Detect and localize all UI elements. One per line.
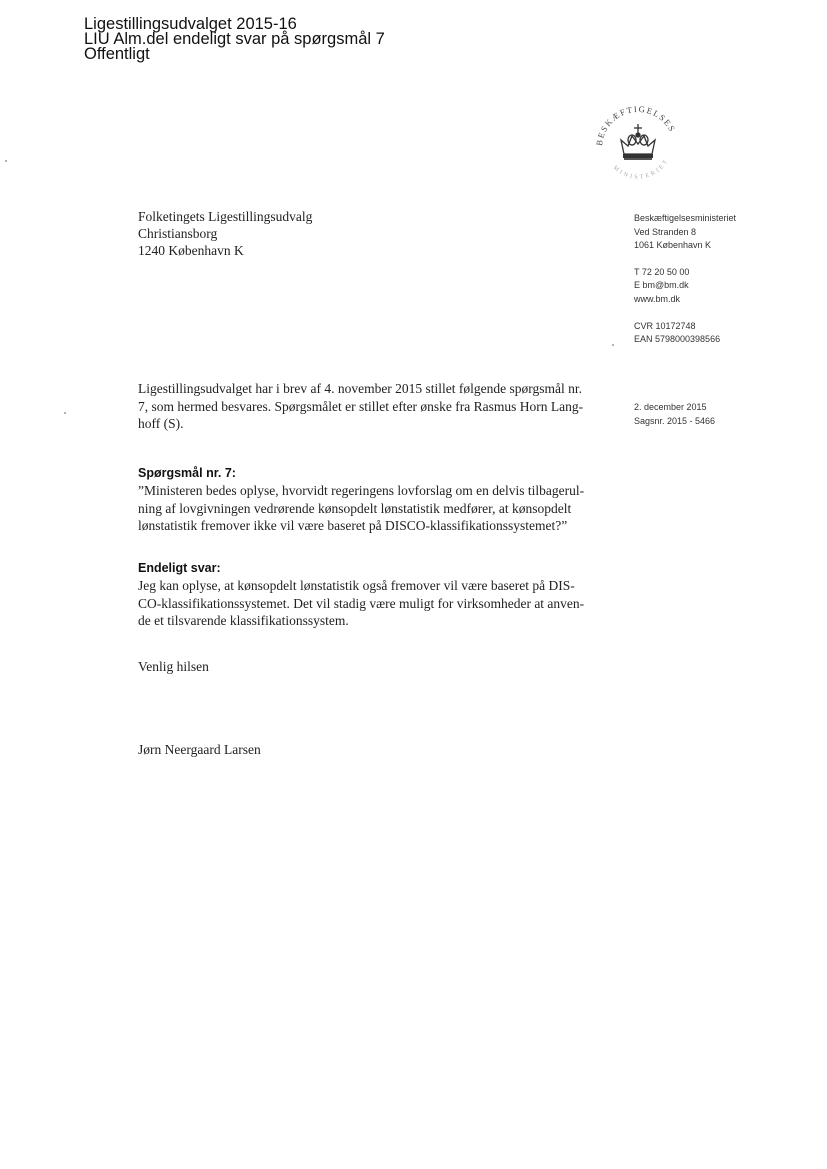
seal-bottom-text: MINISTERIET bbox=[611, 157, 671, 181]
signer-name: Jørn Neergaard Larsen bbox=[138, 742, 261, 757]
ministry-seal-logo bbox=[588, 96, 688, 196]
closing-salutation: Venlig hilsen bbox=[138, 659, 209, 674]
seal-top-text: BESKÆFTIGELSES bbox=[593, 103, 678, 147]
question-line: ”Ministeren bedes oplyse, hvorvidt regeringens lovforslag om en delvis tilbagerul- bbox=[138, 483, 585, 498]
sender-city: 1061 København K bbox=[634, 240, 712, 251]
sender-info bbox=[634, 212, 736, 347]
recipient-name: Folketingets Ligestillingsudvalg bbox=[138, 209, 313, 224]
intro-line: 7, som hermed besvares. Spørgsmålet er stillet efter ønske fra Rasmus Horn Lang- bbox=[138, 398, 584, 414]
sender-org: Beskæftigelsesministeriet bbox=[634, 213, 737, 223]
recipient-city: 1240 København K bbox=[138, 243, 244, 258]
sender-street: Ved Stranden 8 bbox=[634, 226, 697, 237]
case-number: Sagsnr. 2015 - 5466 bbox=[634, 415, 716, 426]
letter-meta bbox=[634, 401, 715, 428]
scan-speck bbox=[612, 344, 614, 346]
answer-paragraph bbox=[138, 577, 584, 630]
answer-line: de et tilsvarende klassifikationssystem. bbox=[138, 613, 349, 628]
svg-text:MINISTERIET bbox=[612, 157, 670, 180]
question-paragraph bbox=[138, 482, 584, 535]
scan-speck bbox=[64, 412, 66, 414]
sender-phone: T 72 20 50 00 bbox=[634, 266, 690, 277]
intro-line: Ligestillingsudvalget har i brev af 4. november 2015 stillet følgende spørgsmål nr. bbox=[138, 381, 583, 396]
scan-speck bbox=[5, 160, 7, 162]
crown-icon bbox=[588, 96, 688, 196]
sender-email: E bm@bm.dk bbox=[634, 280, 689, 291]
intro-paragraph bbox=[138, 380, 583, 433]
question-line: ning af lovgivningen vedrørende kønsopdelt lønstatistik medfører, at kønsopdelt bbox=[138, 500, 572, 516]
stamp-status-line: Offentligt bbox=[84, 45, 150, 63]
question-heading: Spørgsmål nr. 7: bbox=[138, 466, 236, 480]
sender-web: www.bm.dk bbox=[634, 293, 681, 304]
question-line: lønstatistik fremover ikke vil være baseret på DISCO-klassifikationssystemet?” bbox=[138, 518, 568, 533]
letter-date: 2. december 2015 bbox=[634, 402, 707, 412]
answer-heading: Endeligt svar: bbox=[138, 561, 221, 575]
intro-line: hoff (S). bbox=[138, 416, 184, 431]
recipient-address bbox=[138, 208, 312, 259]
answer-line: CO-klassifikationssystemet. Det vil stadig være muligt for virksomheder at anven- bbox=[138, 595, 585, 611]
recipient-building: Christiansborg bbox=[138, 226, 218, 241]
stamp-committee-line: Ligestillingsudvalget 2015-16 bbox=[84, 15, 297, 33]
answer-line: Jeg kan oplyse, at kønsopdelt lønstatistik også fremover vil være baseret på DIS- bbox=[138, 578, 575, 593]
stamp-reference-line: LIU Alm.del endeligt svar på spørgsmål 7 bbox=[84, 30, 385, 48]
sender-ean: EAN 5798000398566 bbox=[634, 334, 721, 345]
sender-cvr: CVR 10172748 bbox=[634, 320, 696, 331]
document-stamp bbox=[84, 17, 385, 62]
